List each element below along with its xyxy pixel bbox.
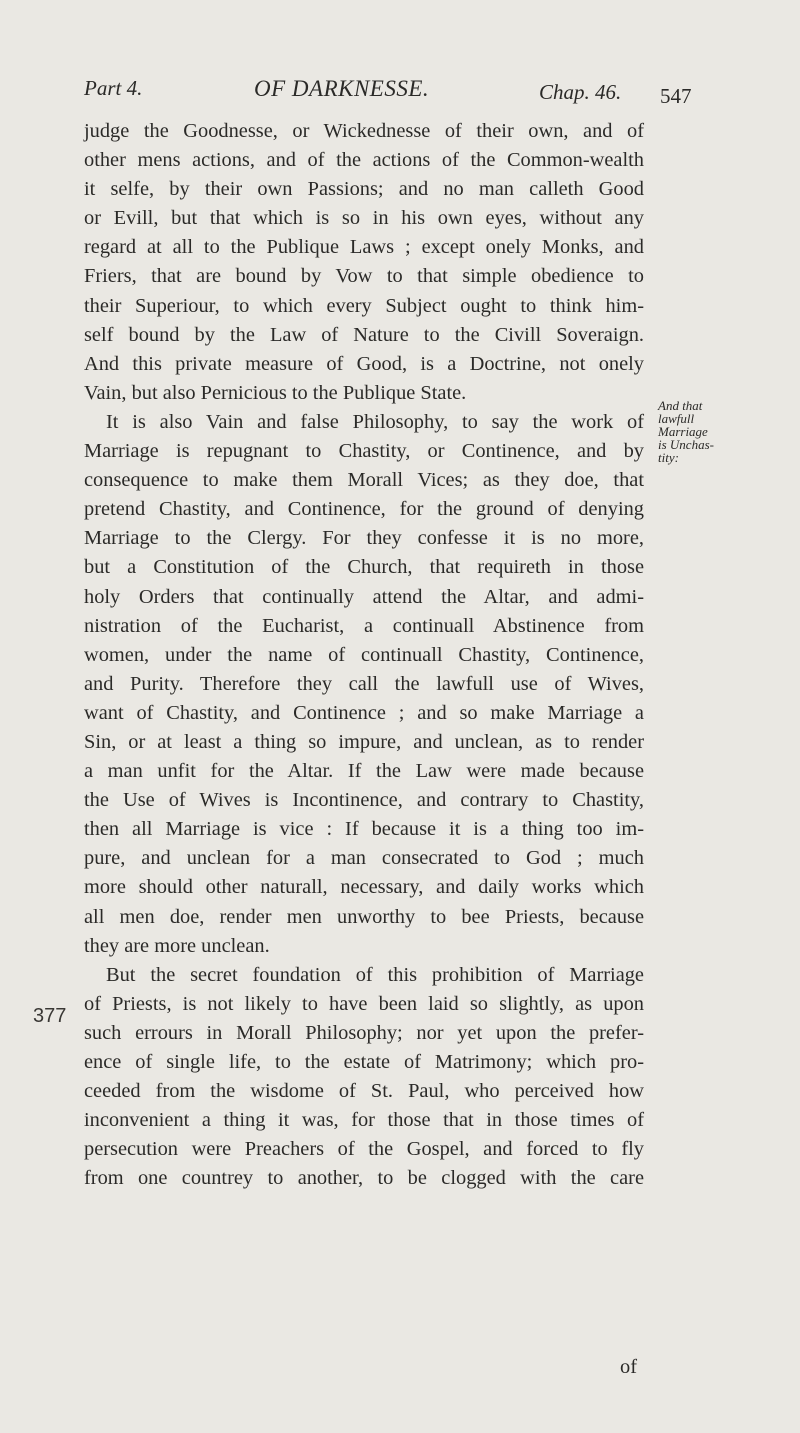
text-line: Vain, but also Pernicious to the Publique State. (84, 381, 467, 404)
text-line: their Superiour, to which every Subject ought to think him- (84, 294, 644, 317)
text-line: Marriage is repugnant to Chastity, or Continence, and by (84, 440, 644, 463)
text-line: but a Constitution of the Church, that requireth in those (84, 556, 644, 579)
text-line: or Evill, but that which is so in his own eyes, without any (84, 207, 644, 230)
margin-note-line: tity: (658, 450, 679, 465)
text-line: a man unfit for the Altar. If the Law were made because (84, 760, 644, 783)
margin-note-line: lawfull (658, 411, 695, 426)
part-label: Part 4. (84, 76, 143, 100)
text-line: from one countrey to another, to be clogged with the care (84, 1167, 644, 1190)
text-line: But the secret foundation of this prohibition of Marriage (106, 963, 644, 986)
text-line: It is also Vain and false Philosophy, to say the work of (106, 410, 644, 433)
text-line: other mens actions, and of the actions of the Common-wealth (84, 149, 644, 172)
edition-page-marker: 377 (33, 1005, 67, 1027)
margin-note-line: is Unchas- (658, 437, 714, 452)
text-line: persecution were Preachers of the Gospel, and forced to fly (84, 1138, 644, 1161)
text-line: consequence to make them Morall Vices; as they doe, that (84, 469, 644, 492)
text-line: and Purity. Therefore they call the lawfull use of Wives, (84, 672, 644, 695)
text-line: pure, and unclean for a man consecrated to God ; much (84, 847, 644, 870)
catchword: of (620, 1356, 637, 1378)
text-line: self bound by the Law of Nature to the Civill Soveraign. (84, 323, 644, 346)
page-number: 547 (660, 84, 692, 108)
text-line: nistration of the Eucharist, a continuall Abstinence from (84, 614, 644, 637)
body-text (84, 117, 644, 1193)
text-line: want of Chastity, and Continence ; and so make Marriage a (84, 701, 644, 724)
text-line: Marriage to the Clergy. For they confesse it is no more, (84, 527, 644, 550)
text-line: the Use of Wives is Incontinence, and contrary to Chastity, (84, 789, 644, 812)
text-line: all men doe, render men unworthy to bee Priests, because (84, 905, 644, 928)
text-line: pretend Chastity, and Continence, for the ground of denying (84, 498, 644, 521)
text-line: Sin, or at least a thing so impure, and unclean, as to render (84, 730, 644, 753)
text-line: inconvenient a thing it was, for those that in those times of (84, 1109, 644, 1132)
running-title: OF DARKNESSE. (254, 76, 430, 101)
text-line: judge the Goodnesse, or Wickednesse of their own, and of (84, 120, 644, 142)
margin-note (658, 399, 748, 464)
text-line: they are more unclean. (84, 934, 270, 957)
text-line: more should other naturall, necessary, and daily works which (84, 876, 644, 899)
text-line: women, under the name of continuall Chastity, Continence, (84, 643, 644, 666)
text-line: then all Marriage is vice : If because it is a thing too im- (84, 818, 644, 841)
margin-note-line: Marriage (658, 424, 708, 439)
text-line: ceeded from the wisdome of St. Paul, who perceived how (84, 1080, 644, 1103)
text-line: And this private measure of Good, is a Doctrine, not onely (84, 352, 644, 375)
chapter-label: Chap. 46. (539, 80, 622, 104)
text-line: holy Orders that continually attend the Altar, and admi- (84, 585, 644, 608)
text-line: such errours in Morall Philosophy; nor yet upon the prefer- (84, 1021, 644, 1044)
running-head (84, 76, 704, 112)
text-line: Friers, that are bound by Vow to that simple obedience to (84, 265, 644, 288)
text-line: regard at all to the Publique Laws ; except onely Monks, and (84, 236, 644, 259)
text-line: it selfe, by their own Passions; and no man calleth Good (84, 178, 644, 201)
text-line: of Priests, is not likely to have been laid so slightly, as upon (84, 992, 644, 1015)
margin-note-line: And that (658, 398, 703, 413)
text-line: ence of single life, to the estate of Matrimony; which pro- (84, 1051, 644, 1073)
